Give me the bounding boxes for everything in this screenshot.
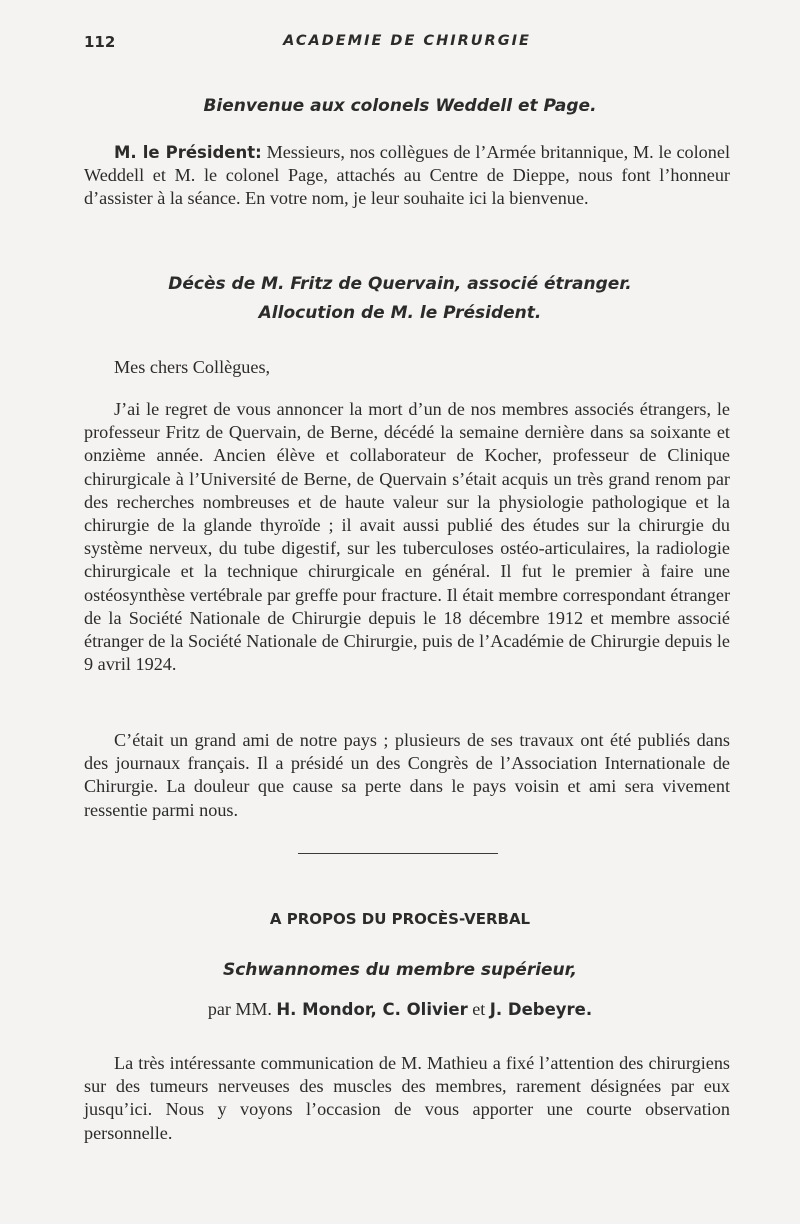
obituary-title-line2: Allocution de M. le Président. [258, 303, 542, 323]
speaker-label: M. le Président: [114, 143, 262, 162]
authors-2: J. Debeyre. [489, 1000, 593, 1019]
welcome-text: Messieurs, nos collègues de l’Armée britannique, M. le colonel Weddell et M. le colonel Page, attachés au Centre de Dieppe, nous font l’honneur d’assister à la séance. En votre nom, je leur souhaite ici la bienvenue. [84, 142, 730, 209]
article-title: Schwannomes du membre supérieur, [222, 960, 578, 980]
obituary-paragraph-2: C’était un grand ami de notre pays ; plusieurs de ses travaux ont été publiés dans des journaux français. Il a présidé un des Congrès de l’Association Internationale de Chirurgie. La douleur que cause sa perte dans le pays voisin et ami sera vivement ressentie parmi nous. [84, 730, 730, 820]
page-number: 112 [84, 33, 116, 51]
byline [0, 999, 800, 1020]
byline-and: et [472, 999, 486, 1019]
article-paragraph: La très intéressante communication de M. Mathieu a fixé l’attention des chirurgiens sur des tumeurs nerveuses des muscles des membres, rarement désignées par eux jusqu’ici. Nous y voyons l’occasion de vous apporter une courte observation personnelle. [84, 1053, 730, 1143]
byline-prefix: par MM. [207, 999, 272, 1019]
authors-1: H. Mondor, C. Olivier [276, 1000, 468, 1019]
section-divider [298, 853, 498, 854]
obituary-title-line1: Décès de M. Fritz de Quervain, associé étranger. [168, 274, 632, 294]
running-header [84, 33, 730, 57]
obituary-paragraph-1: J’ai le regret de vous annoncer la mort d’un de nos membres associés étrangers, le professeur Fritz de Quervain, de Berne, décédé la semaine dernière dans sa soixante et onzième année. Ancien élève et collaborateur de Kocher, professeur de Clinique chirurgicale à l’Université de Berne, de Quervain s’était acquis un très grand renom par des recherches nombreuses et de haute valeur sur la physiologie pathologique et la chirurgie de la glande thyroïde ; il avait aussi publié des études sur la chirurgie du système nerveux, du tube digestif, sur les tuberculoses ostéo-articulaires, la radiologie chirurgicale et la technique chirurgicale en général. Il fut le premier à faire une ostéosynthèse vertébrale par greffe pour fracture. Il était membre correspondant étranger de la Société Nationale de Chirurgie depuis le 18 décembre 1912 et membre associé étranger de la Société Nationale de Chirurgie, puis de l’Académie de Chirurgie depuis le 9 avril 1924. [84, 399, 730, 675]
salutation: Mes chers Collègues, [114, 357, 271, 377]
journal-title: ACADEMIE DE CHIRURGIE [283, 33, 531, 49]
welcome-title: Bienvenue aux colonels Weddell et Page. [203, 96, 597, 116]
welcome-paragraph [84, 141, 730, 211]
section-title: A PROPOS DU PROCÈS-VERBAL [269, 910, 531, 928]
